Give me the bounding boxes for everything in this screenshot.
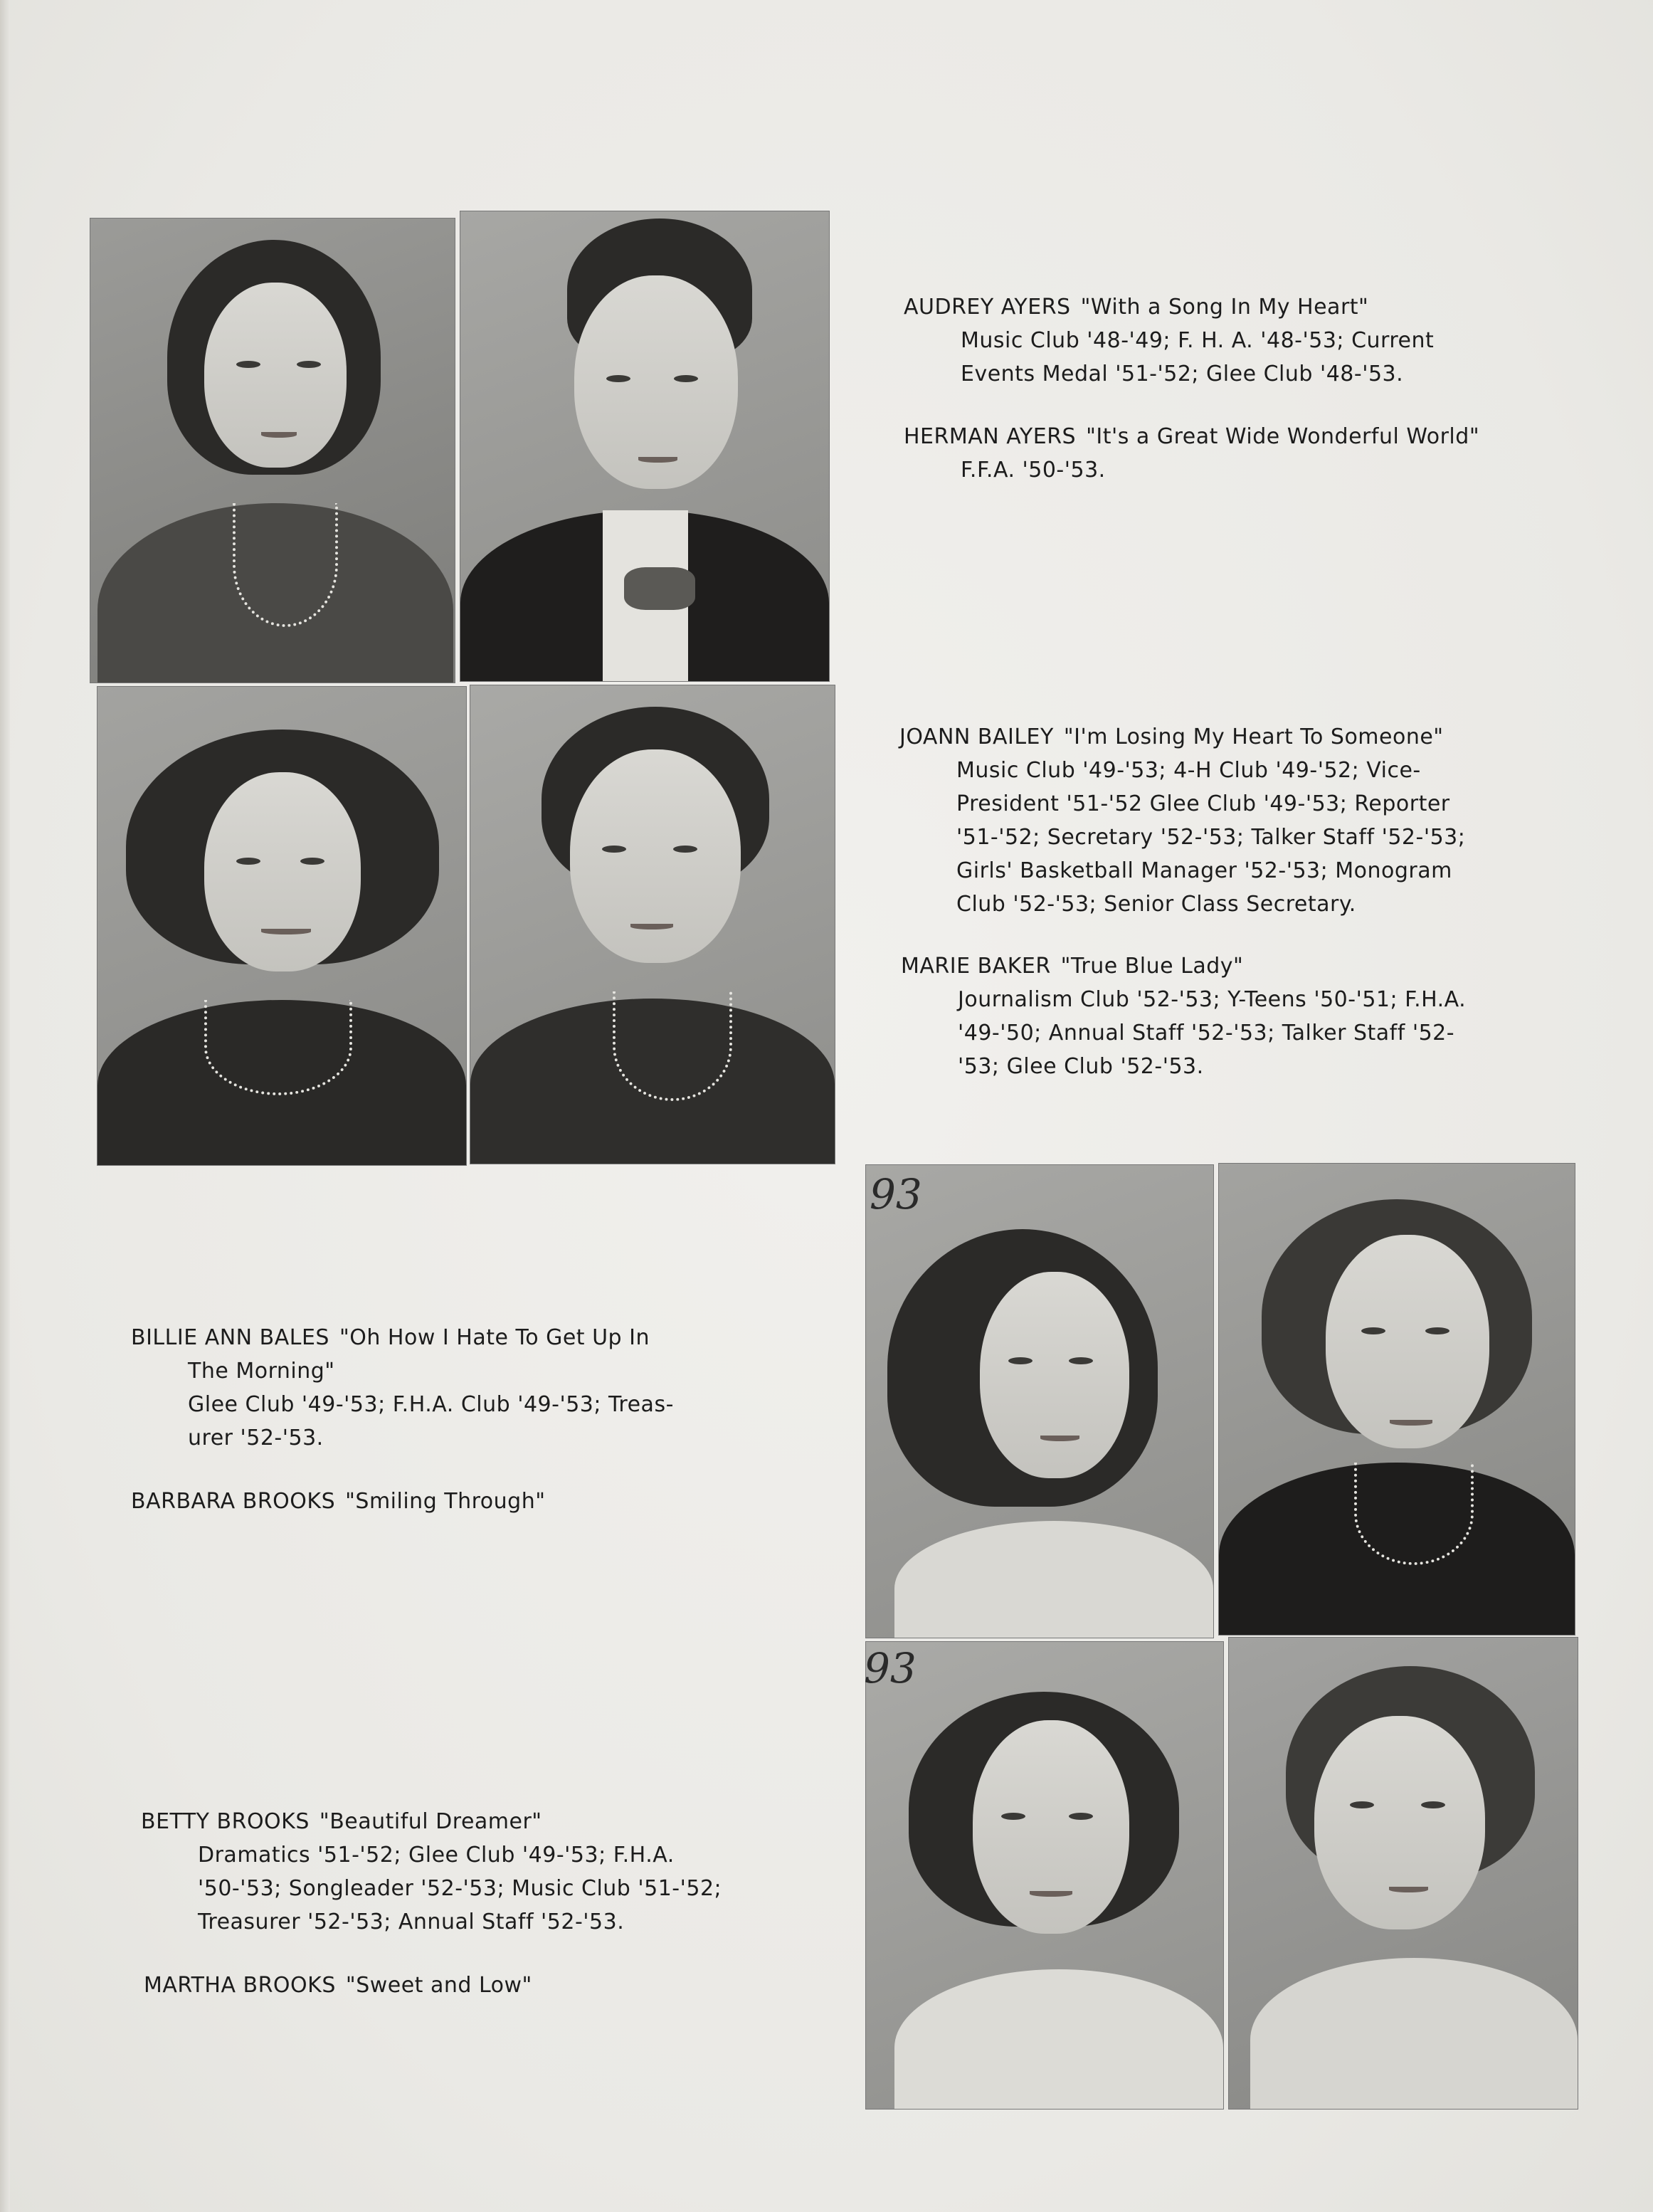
senior-entry-billie-ann-bales <box>131 1321 843 1455</box>
portrait-barbara-brooks <box>1218 1163 1575 1636</box>
senior-name: AUDREY AYERS <box>904 295 1071 320</box>
portrait-audrey-ayers <box>90 218 455 683</box>
senior-activity-line: Dramatics '51-'52; Glee Club '49-'53; F.H.A. <box>198 1843 675 1868</box>
senior-song: "With a Song In My Heart" <box>1080 295 1369 320</box>
senior-activity-line: Journalism Club '52-'53; Y-Teens '50-'51; F.H.A. <box>958 987 1467 1012</box>
portrait-martha-brooks <box>1228 1637 1578 2110</box>
portrait-billie-ann-bales <box>865 1164 1214 1638</box>
portrait-joann-bailey <box>97 686 467 1166</box>
senior-activity-line: Club '52-'53; Senior Class Secretary. <box>956 892 1356 917</box>
senior-song: "I'm Losing My Heart To Someone" <box>1063 725 1444 749</box>
senior-name: BARBARA BROOKS <box>131 1489 336 1514</box>
senior-entry-betty-brooks <box>141 1805 852 1939</box>
senior-name: MARIE BAKER <box>901 954 1051 979</box>
senior-entry-barbara-brooks <box>131 1485 843 1518</box>
senior-activity-line: President '51-'52 Glee Club '49-'53; Reporter <box>956 791 1450 816</box>
senior-activity-line: Events Medal '51-'52; Glee Club '48-'53. <box>961 362 1404 386</box>
senior-song: "Smiling Through" <box>345 1489 546 1514</box>
senior-name: HERMAN AYERS <box>904 424 1077 449</box>
senior-entry-joann-bailey <box>899 720 1573 921</box>
page-binding-edge <box>0 0 10 2212</box>
senior-activity-line: '53; Glee Club '52-'53. <box>958 1054 1204 1079</box>
senior-activity-line: Treasurer '52-'53; Annual Staff '52-'53. <box>198 1910 625 1934</box>
senior-song: "True Blue Lady" <box>1060 954 1244 979</box>
senior-name: JOANN BAILEY <box>899 725 1054 749</box>
senior-entry-audrey-ayers <box>904 290 1573 391</box>
senior-activity-line: Girls' Basketball Manager '52-'53; Monogram <box>956 858 1452 883</box>
senior-song-continued: The Morning" <box>188 1359 335 1384</box>
portrait-betty-brooks <box>865 1641 1224 2110</box>
portrait-marie-baker <box>470 685 835 1164</box>
senior-entry-martha-brooks <box>144 1969 855 2002</box>
senior-name: BILLIE ANN BALES <box>131 1325 329 1350</box>
senior-activity-line: Music Club '49-'53; 4-H Club '49-'52; Vice- <box>956 758 1421 783</box>
senior-name: BETTY BROOKS <box>141 1809 310 1834</box>
senior-activity-line: Music Club '48-'49; F. H. A. '48-'53; Current <box>961 328 1435 353</box>
senior-activity-line: F.F.A. '50-'53. <box>961 458 1106 483</box>
senior-name: MARTHA BROOKS <box>144 1973 336 1998</box>
handwritten-number: 93 <box>864 1644 917 1692</box>
senior-entry-herman-ayers <box>904 420 1573 487</box>
senior-song: "Sweet and Low" <box>345 1973 532 1998</box>
senior-activity-line: '51-'52; Secretary '52-'53; Talker Staff '52-'53; <box>956 825 1466 850</box>
senior-activity-line: urer '52-'53. <box>188 1426 324 1450</box>
senior-activity-line: '50-'53; Songleader '52-'53; Music Club '51-'52; <box>198 1876 722 1901</box>
portrait-herman-ayers <box>460 211 830 682</box>
senior-song: "Oh How I Hate To Get Up In <box>339 1325 650 1350</box>
senior-entry-marie-baker <box>901 949 1573 1083</box>
senior-song: "It's a Great Wide Wonderful World" <box>1086 424 1480 449</box>
senior-activity-line: Glee Club '49-'53; F.H.A. Club '49-'53; Treas- <box>188 1392 674 1417</box>
senior-activity-line: '49-'50; Annual Staff '52-'53; Talker Staff '52- <box>958 1021 1455 1046</box>
handwritten-number: 93 <box>870 1170 922 1218</box>
senior-song: "Beautiful Dreamer" <box>319 1809 542 1834</box>
